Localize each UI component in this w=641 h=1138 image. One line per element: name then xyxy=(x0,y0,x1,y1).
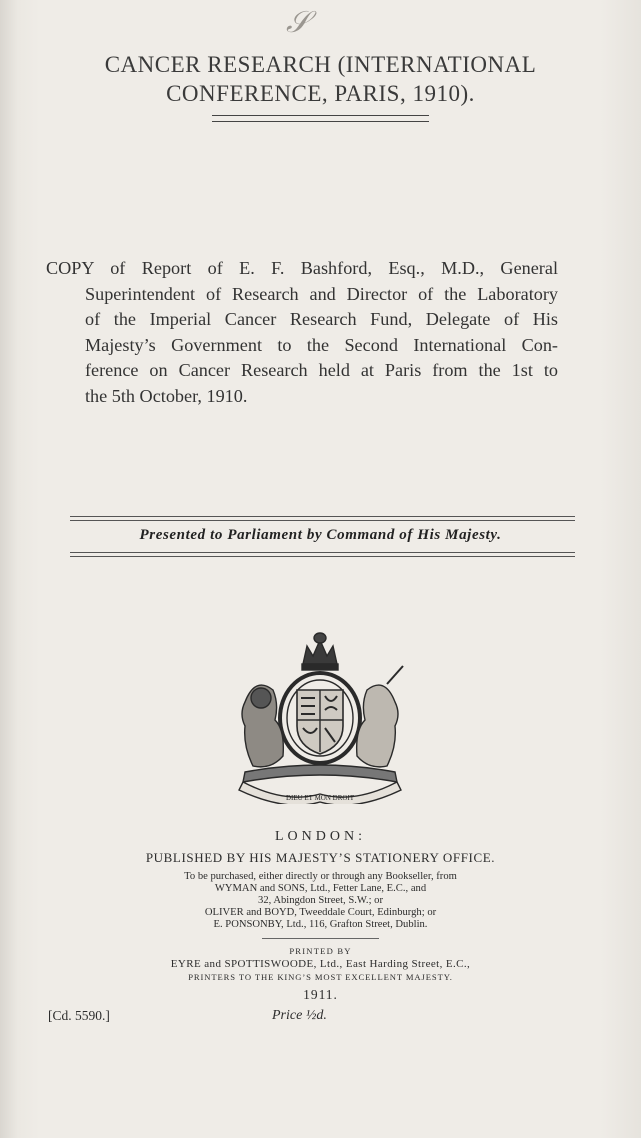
price: Price ½d. xyxy=(272,1008,327,1023)
presented-rule-top xyxy=(70,516,575,521)
royal-coat-of-arms-icon xyxy=(225,632,415,804)
report-line-2: Superintendent of Research and Director of the Laboratory xyxy=(85,283,558,304)
report-line-3: of the Imperial Cancer Research Fund, Delegate of His xyxy=(85,309,558,329)
report-line-5: ference on Cancer Research held at Paris from the 1st to xyxy=(85,360,558,380)
imprint-london: LONDON: xyxy=(275,829,366,844)
imprint-published: PUBLISHED BY HIS MAJESTY’S STATIONERY OFFICE. xyxy=(145,850,496,865)
report-line-1: COPY of Report of E. F. Bashford, Esq., M.D., General xyxy=(46,258,558,278)
arms-motto: DIEU ET MON DROIT xyxy=(285,794,355,802)
printed-by: PRINTED BY xyxy=(289,946,352,956)
title-line-1: CANCER RESEARCH (INTERNATIONAL xyxy=(104,52,537,77)
document-title xyxy=(0,50,641,108)
handwritten-mark: 𝒮 xyxy=(286,6,310,39)
printers-to-king: PRINTERS TO THE KING’S MOST EXCELLENT MAJESTY. xyxy=(188,972,453,982)
imprint-rule xyxy=(262,938,379,939)
publication-year: 1911. xyxy=(303,987,338,1002)
title-line-2: CONFERENCE, PARIS, 1910). xyxy=(166,81,475,106)
report-line-6: the 5th October, 1910. xyxy=(85,385,248,406)
imprint-abingdon-line: 32, Abingdon Street, S.W.; or xyxy=(258,895,383,906)
presented-rule-bottom xyxy=(70,552,575,557)
command-number: [Cd. 5590.] xyxy=(48,1008,110,1023)
imprint-wyman-line: WYMAN and SONS, Ltd., Fetter Lane, E.C., and xyxy=(214,883,427,894)
imprint-ponsonby-line: E. PONSONBY, Ltd., 116, Grafton Street, Dublin. xyxy=(213,919,428,930)
printer-name: EYRE and SPOTTISWOODE, Ltd., East Harding Street, E.C., xyxy=(170,958,471,970)
imprint-purchase-line: To be purchased, either directly or through any Bookseller, from xyxy=(184,871,457,882)
imprint-oliver-line: OLIVER and BOYD, Tweeddale Court, Edinburgh; or xyxy=(204,907,437,918)
presented-to-parliament: Presented to Parliament by Command of His Majesty. xyxy=(139,527,502,543)
report-line-4: Majesty’s Government to the Second International Con- xyxy=(85,334,558,355)
report-description xyxy=(46,256,558,409)
title-rule xyxy=(212,115,429,122)
